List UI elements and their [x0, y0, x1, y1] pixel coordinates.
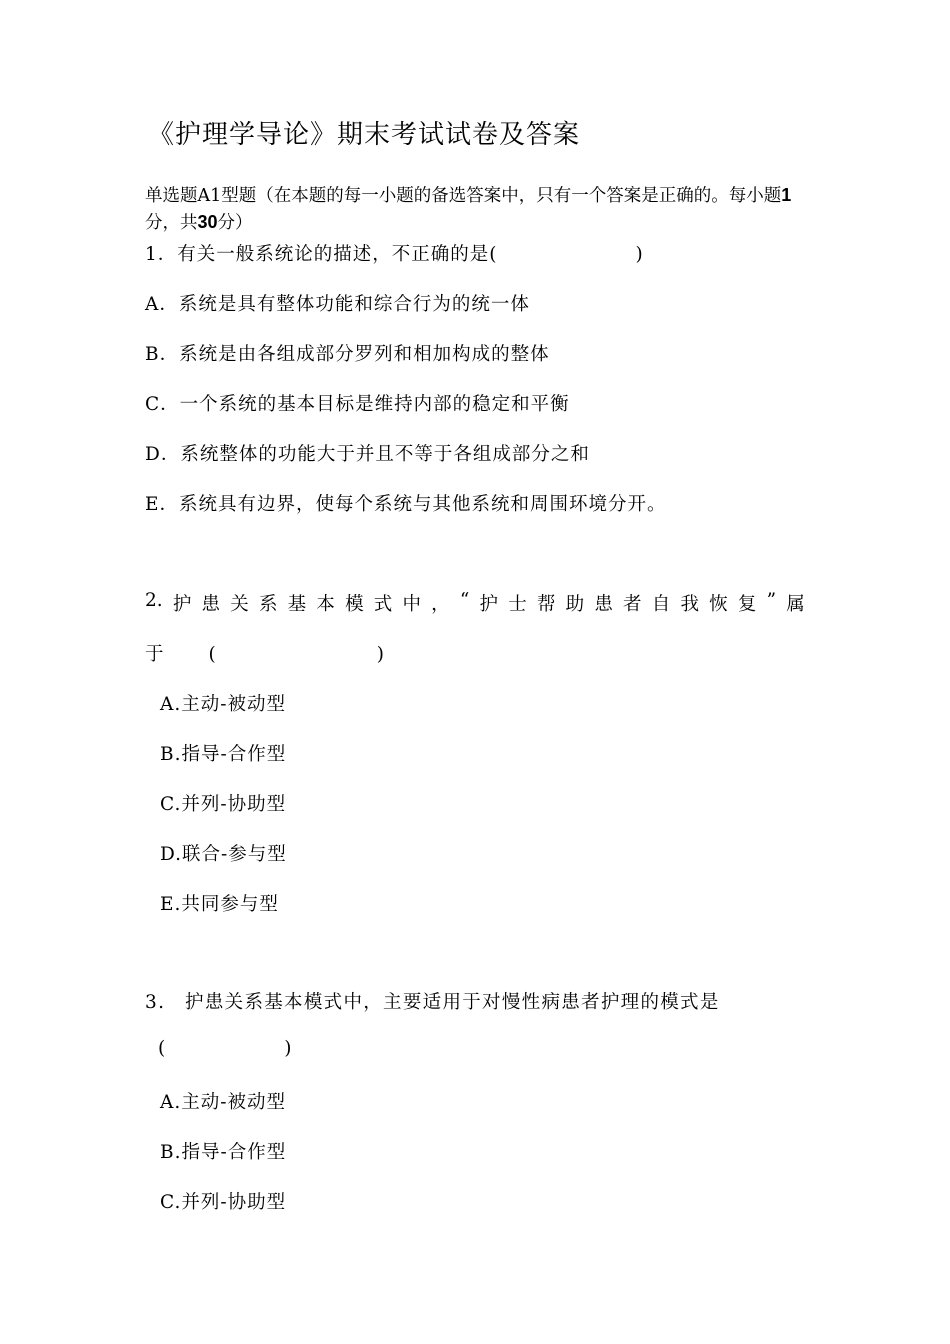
question-1-stem-text: 1．有关一般系统论的描述，不正确的是(: [145, 244, 498, 265]
question-2-char: 基: [287, 594, 307, 615]
question-2-char: 士: [508, 594, 527, 615]
question-1-stem: [145, 240, 644, 266]
question-3-option-a: A.主动-被动型: [160, 1092, 286, 1113]
question-1-option-b: B．系统是由各组成部分罗列和相加构成的整体: [145, 344, 550, 365]
question-2-char: ，: [431, 594, 450, 615]
question-2-char: 我: [680, 594, 699, 615]
question-2-option-c: C.并列-协助型: [160, 794, 287, 815]
question-3-stem: 3. 护患关系基本模式中，主要适用于对慢性病患者护理的模式是: [145, 992, 720, 1013]
section-instructions: [145, 182, 825, 236]
question-2-stem-continuation: 于: [145, 644, 165, 665]
paren-close: ): [284, 1038, 293, 1059]
question-2-stem-line-2: [145, 640, 385, 666]
question-2-option-e: E.共同参与型: [160, 894, 279, 915]
question-1-option-e: E．系统具有边界，使每个系统与其他系统和周围环境分开。: [145, 494, 667, 515]
question-2-char: 帮: [536, 594, 556, 615]
question-2-char: 属: [786, 594, 805, 615]
question-2-char: 系: [258, 594, 278, 615]
paren-close: ): [376, 644, 385, 665]
question-2-char: 护: [479, 594, 499, 615]
section-intro-text: 单选题A1型题（在本题的每一小题的备选答案中，只有一个答案是正确的。每小题: [145, 186, 782, 206]
question-3-stem-line-2: [158, 1038, 292, 1059]
question-2-char: 模: [345, 594, 364, 615]
question-2-char: 2.: [145, 590, 163, 611]
question-2-char: 恢: [709, 594, 728, 615]
paren-open: (: [158, 1038, 167, 1059]
question-2-char: ”: [766, 590, 777, 611]
question-2-char: 护: [172, 594, 192, 615]
score-total: 30: [197, 212, 218, 232]
question-2-char: “: [459, 590, 470, 611]
question-2-char: 关: [230, 594, 249, 615]
question-2-char: 患: [201, 594, 221, 615]
score-per-question: 1: [781, 185, 792, 205]
question-2-option-d: D.联合-参与型: [160, 844, 287, 865]
question-1-option-a: A．系统是具有整体功能和综合行为的统一体: [145, 294, 530, 315]
question-2-char: 本: [316, 594, 335, 615]
question-2-char: 中: [402, 594, 421, 615]
question-2-char: 患: [594, 594, 613, 615]
section-intro-text-3: 分）: [217, 213, 253, 233]
question-1-stem-close: ): [635, 244, 644, 265]
question-1-option-c: C．一个系统的基本目标是维持内部的稳定和平衡: [145, 394, 570, 415]
question-3-option-b: B.指导-合作型: [160, 1142, 287, 1163]
question-2-stem: [145, 590, 805, 616]
question-2-char: 式: [373, 594, 393, 615]
question-3-option-c: C.并列-协助型: [160, 1192, 287, 1213]
question-2-char: 者: [623, 594, 642, 615]
question-1-option-d: D．系统整体的功能大于并且不等于各组成部分之和: [145, 444, 590, 465]
section-intro-text-2: 分，共: [145, 213, 198, 233]
paren-open: (: [208, 644, 217, 665]
question-2-option-a: A.主动-被动型: [160, 694, 286, 715]
document-title: 《护理学导论》期末考试试卷及答案: [148, 120, 581, 150]
question-2-char: 自: [651, 594, 671, 615]
question-2-char: 助: [565, 594, 585, 615]
question-2-option-b: B.指导-合作型: [160, 744, 287, 765]
question-2-char: 复: [737, 594, 757, 615]
